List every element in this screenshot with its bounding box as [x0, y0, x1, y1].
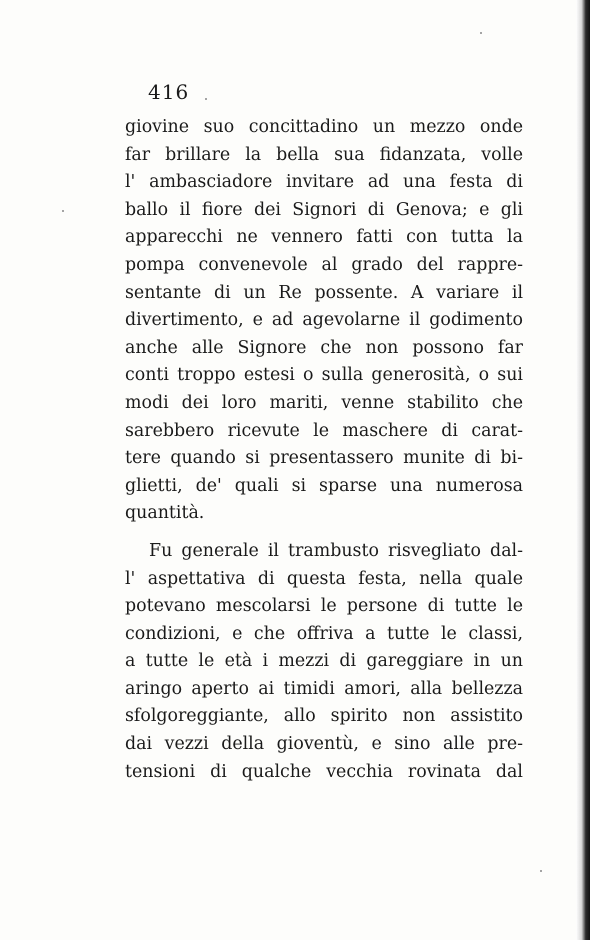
text-line: glietti, de' quali si sparse una numerosa: [125, 475, 523, 496]
text-line: sfolgoreggiante, allo spirito non assistito: [125, 706, 523, 727]
text-line: divertimento, e ad agevolarne il godimento: [125, 310, 523, 331]
paper-speck: [540, 870, 542, 872]
body-text: [125, 114, 523, 786]
text-line: l' aspettativa di questa festa, nella quale: [125, 568, 523, 589]
paper-speck: [205, 98, 207, 100]
text-line: far brillare la bella sua fidanzata, volle: [125, 144, 523, 165]
paragraph-gap: [125, 528, 523, 538]
text-line: ballo il fiore dei Signori di Genova; e gli: [125, 199, 523, 220]
page-edge-shadow: [576, 0, 590, 940]
paper-speck: [62, 210, 64, 212]
text-line: giovine suo concittadino un mezzo onde: [125, 117, 523, 137]
text-line: tere quando si presentassero munite di bi-: [125, 448, 523, 469]
text-line: potevano mescolarsi le persone di tutte le: [125, 596, 523, 617]
page-number: 416: [148, 80, 190, 104]
paragraph: [125, 114, 523, 528]
text-line: sentante di un Re possente. A variare il: [125, 282, 523, 303]
text-line: conti troppo estesi o sulla generosità, o sui: [125, 365, 523, 386]
paper-speck: [480, 32, 482, 34]
text-line: modi dei loro mariti, venne stabilito che: [125, 392, 523, 413]
text-line: Fu generale il trambusto risvegliato dal-: [149, 540, 523, 561]
text-line: apparecchi ne vennero fatti con tutta la: [125, 227, 523, 248]
text-line: anche alle Signore che non possono far: [125, 337, 523, 358]
text-line: tensioni di qualche vecchia rovinata dal: [125, 761, 523, 782]
paragraph: [125, 538, 523, 786]
text-line: condizioni, e che offriva a tutte le classi,: [125, 623, 523, 644]
text-line: a tutte le età i mezzi di gareggiare in un: [125, 651, 523, 672]
text-line: pompa convenevole al grado del rappre-: [125, 254, 523, 275]
text-line: quantità.: [125, 503, 205, 524]
text-line: l' ambasciadore invitare ad una festa di: [125, 172, 523, 193]
text-line: sarebbero ricevute le maschere di carat-: [125, 420, 523, 441]
text-line: dai vezzi della gioventù, e sino alle pre-: [125, 734, 523, 755]
text-line: aringo aperto ai timidi amori, alla bellezza: [125, 678, 523, 699]
